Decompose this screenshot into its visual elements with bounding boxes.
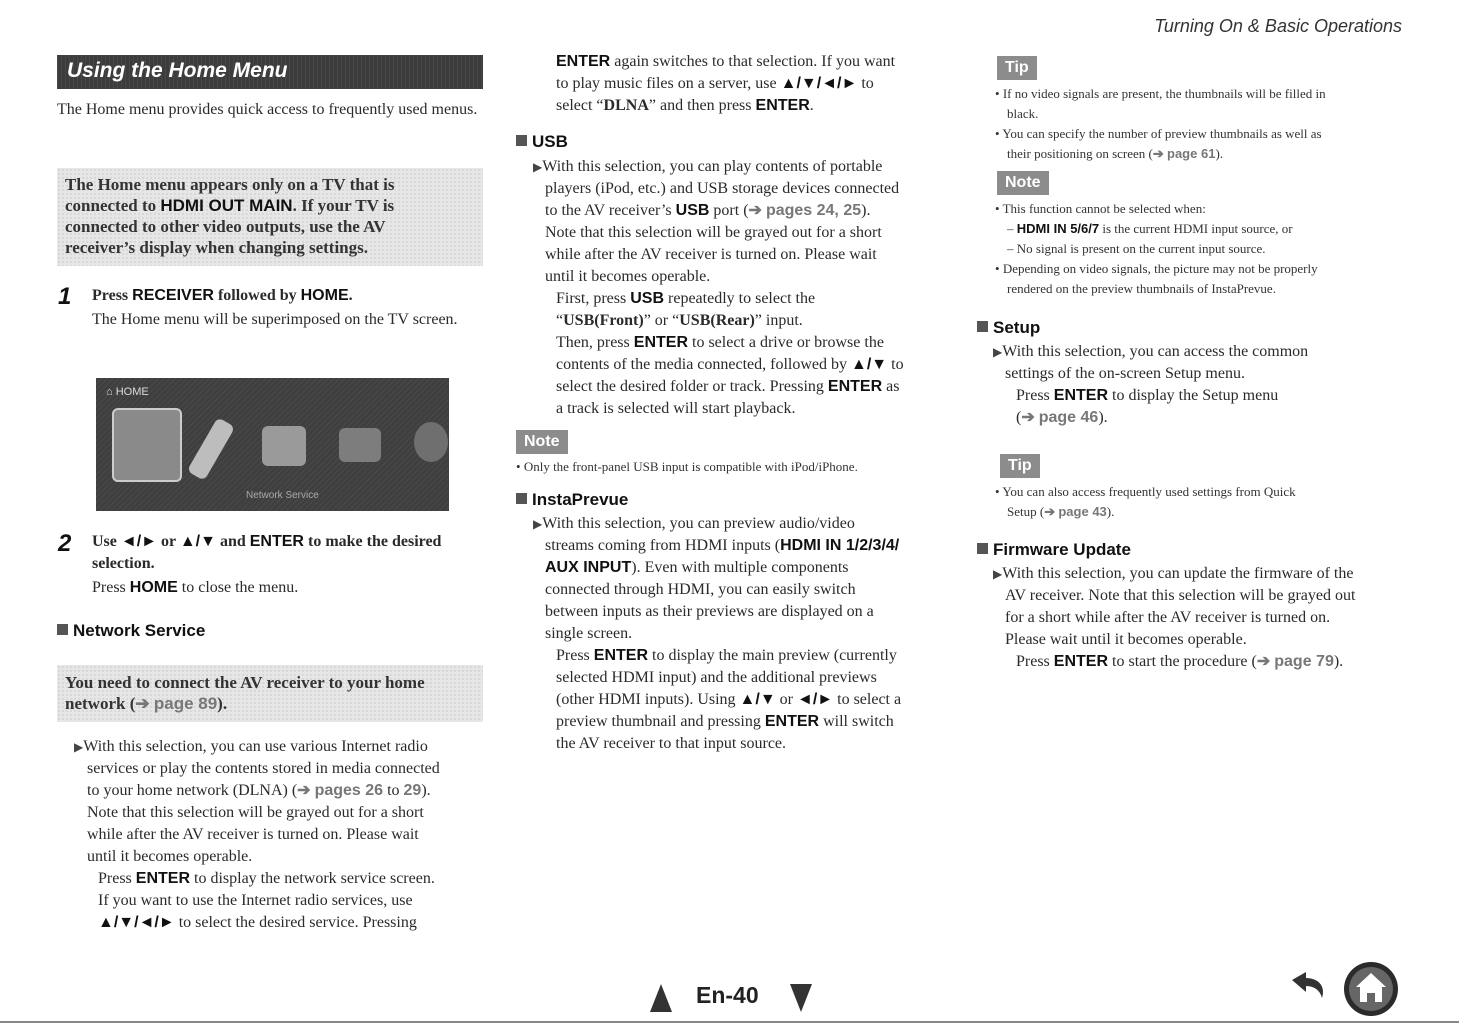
callout-line: You need to connect the AV receiver to your home: [65, 673, 425, 692]
callout-line: network (➔ page 89).: [65, 694, 228, 713]
arrow-icon: ➔: [748, 202, 762, 219]
usb-body: ▶With this selection, you can play contents of portable players (iPod, etc.) and USB storage devices connected to the AV receiver’s USB port (➔ pages 24, 25). Note that this selection will be grayed out for a short while after the AV receiver is turned on. Please wait until it becomes operable. First, press USB repeatedly to select the “USB(Front)” or “USB(Rear)” input. Then, press ENTER to select a drive or browse the contents of the media connected, followed by ▲/▼ to select the desired folder or track. Pressing ENTER as a track is selected will start playback.: [533, 158, 904, 417]
usb-note-tag: Note: [516, 430, 568, 454]
arrow-icon: ➔: [1152, 146, 1164, 161]
page-link[interactable]: pages 26: [314, 782, 384, 799]
page-link[interactable]: page 61: [1167, 146, 1216, 161]
instaprevue-heading: InstaPrevue: [516, 490, 628, 510]
firmware-icon: [414, 422, 448, 462]
callout-line: The Home menu appears only on a TV that is: [65, 175, 395, 194]
bottom-rule: [0, 1021, 1459, 1023]
tip-text: • If no video signals are present, the thumbnails will be filled in black. • You can specify the number of preview thumbnails as well as their positioning on screen (➔ page 61).: [995, 86, 1326, 161]
arrow-icon: ➔: [297, 782, 311, 799]
home-menu-image: [96, 378, 449, 511]
page-number: En-40: [696, 982, 759, 1008]
network-service-heading: Network Service: [57, 621, 205, 641]
setup-tip-text: • You can also access frequently used settings from Quick Setup (➔ page 43).: [995, 484, 1296, 519]
arrow-icon: ➔: [1256, 653, 1271, 670]
firmware-body: ▶With this selection, you can update the firmware of the AV receiver. Note that this selection will be grayed out for a short while after the AV receiver is turned on. Please wait until it becomes operable. Press ENTER to start the procedure (➔ page 79).: [993, 565, 1356, 670]
page-link[interactable]: page 89: [153, 694, 218, 713]
usb-icon: [187, 417, 235, 481]
page-navigation: [650, 980, 820, 1014]
next-page-icon[interactable]: [790, 984, 812, 1012]
menu-home-label: ⌂ HOME: [106, 386, 149, 398]
instaprevue-body: ▶With this selection, you can preview audio/video streams coming from HDMI inputs (HDMI IN 1/2/3/4/ AUX INPUT). Even with multiple components connected through HDMI, you can easily switch between inputs as their previews are displayed on a single screen. Press ENTER to display the main preview (currently selected HDMI input) and the additional previews (other HDMI inputs). Using ▲/▼ or ◄/► to select a preview thumbnail and pressing ENTER will switch the AV receiver to that input source.: [533, 515, 902, 752]
menu-caption: Network Service: [246, 490, 319, 501]
tip-tag: Tip: [997, 56, 1037, 80]
note-text: • This function cannot be selected when: – HDMI IN 5/6/7 is the current HDMI input source, or – No signal is present on the current input source. • Depending on video signals, the picture may not be properly rendered on the preview thumbnails of InstaPrevue.: [995, 201, 1318, 296]
step-2-title: Use ◄/► or ▲/▼ and ENTER to make the desired selection.: [92, 533, 442, 572]
page-link[interactable]: page 43: [1058, 504, 1107, 519]
arrow-bullet-icon: ▶: [533, 160, 543, 174]
firmware-heading: Firmware Update: [977, 540, 1131, 560]
network-body: ▶With this selection, you can use various Internet radio services or play the contents stored in media connected to your home network (DLNA) (➔ pages 26 to 29). Note that this selection will be grayed out for a short while after the AV receiver is turned on. Please wait until it becomes operable. Press ENTER to display the network service screen. If you want to use the Internet radio services, use ▲/▼/◄/► to select the desired service. Pressing: [74, 738, 440, 931]
usb-note-text: • Only the front-panel USB input is compatible with iPod/iPhone.: [516, 459, 858, 474]
arrow-bullet-icon: ▶: [533, 517, 543, 531]
page-link[interactable]: page 46: [1038, 409, 1099, 426]
previous-page-icon[interactable]: [650, 984, 672, 1012]
network-callout: [57, 665, 483, 722]
arrow-bullet-icon: ▶: [993, 567, 1003, 581]
section-title-bar: [57, 55, 483, 89]
callout-line: receiver’s display when changing settings.: [65, 238, 369, 257]
callout-line: connected to other video outputs, use the AV: [65, 217, 386, 236]
page-link[interactable]: pages 24, 25: [765, 202, 862, 219]
step-1-body: The Home menu will be superimposed on the TV screen.: [92, 311, 458, 328]
home-icon: ⌂: [106, 386, 116, 398]
step-1-title: Press RECEIVER followed by HOME.: [92, 287, 353, 304]
setup-body: ▶With this selection, you can access the common settings of the on-screen Setup menu. Press ENTER to display the Setup menu (➔ page 46).: [993, 343, 1309, 426]
setup-tip-tag: Tip: [1000, 454, 1040, 478]
setup-heading: Setup: [977, 318, 1040, 338]
usb-heading: USB: [516, 132, 568, 152]
instaprevue-icon: [262, 426, 306, 466]
callout-line: connected to HDMI OUT MAIN. If your TV is: [65, 196, 395, 215]
arrow-bullet-icon: ▶: [993, 345, 1003, 359]
section-title: Using the Home Menu: [67, 59, 288, 82]
back-icon[interactable]: [1282, 968, 1332, 1008]
running-header: Turning On & Basic Operations: [1154, 16, 1402, 36]
network-body-continued: ENTER again switches to that selection. If you want to play music files on a server, use ▲/▼/◄/► to select “DLNA” and then press ENTER.: [556, 53, 896, 114]
arrow-icon: ➔: [135, 694, 150, 713]
arrow-icon: ➔: [1044, 504, 1056, 519]
arrow-icon: ➔: [1021, 409, 1035, 426]
setup-icon: [339, 428, 381, 462]
step-2-body: Press HOME to close the menu.: [92, 579, 299, 596]
step-2-number: 2: [58, 530, 72, 557]
page-link[interactable]: page 79: [1274, 653, 1334, 670]
network-service-icon: [112, 408, 182, 482]
arrow-bullet-icon: ▶: [74, 740, 84, 754]
step-1-number: 1: [58, 283, 72, 310]
intro-text: The Home menu provides quick access to frequently used menus.: [57, 101, 478, 118]
note-tag: Note: [997, 171, 1049, 195]
hdmi-callout: [57, 168, 483, 266]
home-page-icon[interactable]: [1340, 960, 1402, 1018]
page-link[interactable]: 29: [403, 782, 422, 799]
